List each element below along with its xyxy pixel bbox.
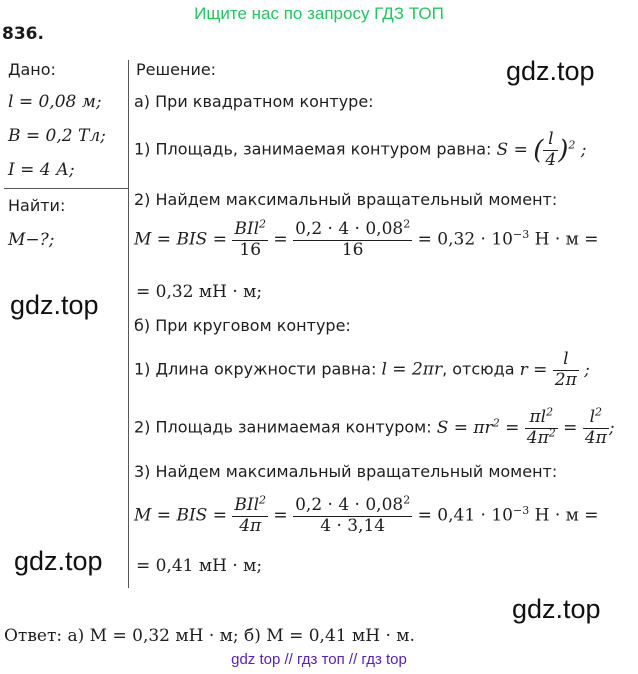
find-title: Найти: bbox=[8, 196, 66, 215]
solution-title: Решение: bbox=[136, 60, 217, 79]
radius-formula: r = $\frac{l}{2\pi}$ ; bbox=[519, 349, 590, 390]
part-b-result: = 0,41 мН · м; bbox=[136, 556, 263, 576]
part-a-eq-unit: Н · м = bbox=[534, 229, 599, 250]
part-b-step1-text: 1) Длина окружности равна: bbox=[134, 359, 377, 379]
find-moment: M−?; bbox=[8, 230, 55, 250]
part-b-moment-equation: M = BIS = $\frac{BIl^2}{4\pi}$ = $\frac{0,2 \cdot 4 \cdot 0,08^2}{4 \cdot 3,14}$ = $0,41 \cdot 10^{-3}$ Н · м = bbox=[134, 493, 599, 536]
part-b-step2 bbox=[134, 405, 615, 448]
part-a-step2-text: 2) Найдем максимальный вращательный момент: bbox=[134, 190, 558, 209]
watermark-4: gdz.top bbox=[512, 594, 601, 624]
part-b-eq-exp: −3 bbox=[512, 503, 530, 517]
part-b-step1-mid: , отсюда bbox=[442, 359, 515, 379]
watermark-3: gdz.top bbox=[14, 546, 103, 576]
part-b-step1: 1) Длина окружности равна: l = 2πr, отсюда r = $\frac{l}{2\pi}$ ; bbox=[134, 349, 590, 390]
watermark-1: gdz.top bbox=[506, 56, 595, 86]
given-length: l = 0,08 м; bbox=[8, 92, 102, 112]
given-induction: B = 0,2 Тл; bbox=[8, 126, 106, 146]
bottom-banner[interactable]: gdz top // гдз топ // гдз top bbox=[231, 651, 407, 668]
given-current: I = 4 А; bbox=[8, 160, 75, 180]
part-a-moment-equation: M = BIS = $\frac{BIl^2}{16}$ = $\frac{0,2 \cdot 4 \cdot 0,08^2}{16}$ = $0,32 \cdot 10^{-3}$ Н · м = bbox=[134, 217, 599, 260]
part-a-result: = 0,32 мН · м; bbox=[136, 282, 263, 302]
area-circle-formula: $S = \pi r^2$ = $\frac{\pi l^2}{4\pi^2}$ = $\frac{l^2}{4\pi}$ ; bbox=[436, 405, 615, 448]
part-b-step2-text: 2) Площадь занимаемая контуром: bbox=[134, 417, 432, 437]
part-a-title: а) При квадратном контуре: bbox=[134, 92, 374, 111]
part-a-step1-text: 1) Площадь, занимаемая контуром равна: bbox=[134, 139, 492, 159]
part-a-eq-exp: −3 bbox=[512, 227, 530, 241]
watermark-2: gdz.top bbox=[10, 290, 99, 320]
column-divider bbox=[128, 60, 129, 588]
part-a-eq-value: = 0,32 · 10 bbox=[417, 229, 513, 250]
part-b-step3-text: 3) Найдем максимальный вращательный момент: bbox=[134, 462, 558, 481]
part-b-title: б) При круговом контуре: bbox=[134, 316, 351, 335]
top-banner[interactable]: Ищите нас по запросу ГДЗ ТОП bbox=[194, 4, 444, 23]
part-b-eq-value: = 0,41 · 10 bbox=[417, 505, 513, 526]
part-a-step1 bbox=[134, 130, 587, 170]
problem-number: 836. bbox=[2, 24, 44, 44]
area-square-formula: S = ( $\frac{l}{4}$ )$^2$ ; bbox=[496, 129, 587, 170]
given-divider bbox=[4, 188, 128, 189]
answer-line: Ответ: а) M = 0,32 мН · м; б) M = 0,41 мН · м. bbox=[4, 626, 415, 646]
given-title: Дано: bbox=[8, 60, 56, 79]
part-b-eq-unit: Н · м = bbox=[534, 505, 599, 526]
